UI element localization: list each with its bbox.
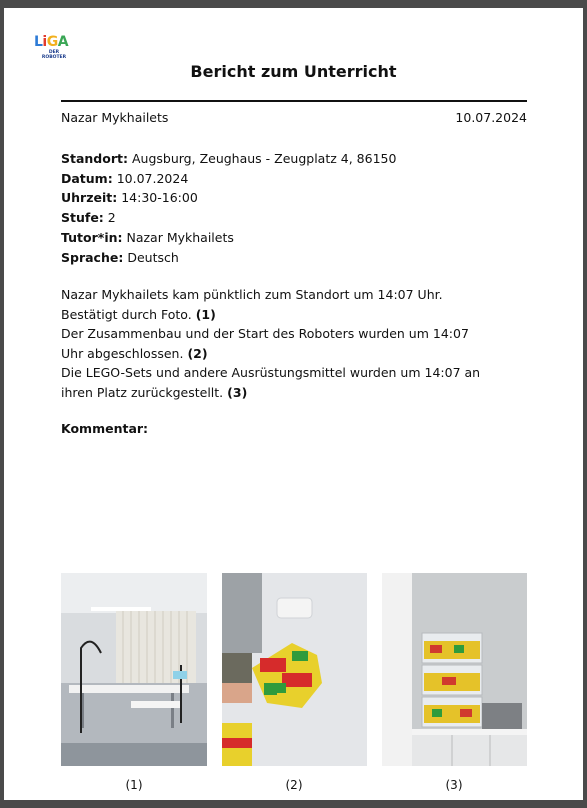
logo-word: LiGA [34,34,69,50]
photo-lego-robot [222,573,367,766]
photo-caption-1: (1) [125,778,143,792]
photo-classroom [61,573,207,766]
logo-subtitle: DER ROBOTER [41,50,67,60]
lesson-info [61,149,396,267]
info-level: Stufe: 2 [61,210,116,226]
photo-ref-3: (3) [227,384,248,400]
info-location: Standort: Augsburg, Zeughaus - Zeugplatz 4, 86150 [61,151,397,166]
header-date: 10.07.2024 [455,110,527,125]
comment-label: Kommentar: [61,421,149,436]
photo-caption-3: (3) [445,778,463,792]
info-date: Datum: 10.07.2024 [61,170,189,186]
info-tutor: Tutor*in: Nazar Mykhailets [61,229,234,245]
info-language: Sprache: Deutsch [61,249,179,265]
report-text: Nazar Mykhailets kam pünktlich zum Standort um 14:07 Uhr. Bestätigt durch Foto. (1) Der Zusammenbau und der Start des Roboters wurden um 14:07 Uhr abgeschlossen. (2) Die LEGO-Sets und andere Ausrüstungsmittel wurden um 14:07 an ihren Platz zurückgestellt. (3) [61,287,481,400]
page-title: Bericht zum Unterricht [190,62,397,81]
photo-lego-storage [382,573,527,766]
photo-ref-2: (2) [187,345,208,361]
header-tutor-name: Nazar Mykhailets [61,110,169,125]
info-time: Uhrzeit: 14:30-16:00 [61,190,198,206]
report-page [4,8,583,800]
photo-ref-1: (1) [195,306,216,322]
photo-caption-2: (2) [285,778,303,792]
header-divider [61,100,527,102]
